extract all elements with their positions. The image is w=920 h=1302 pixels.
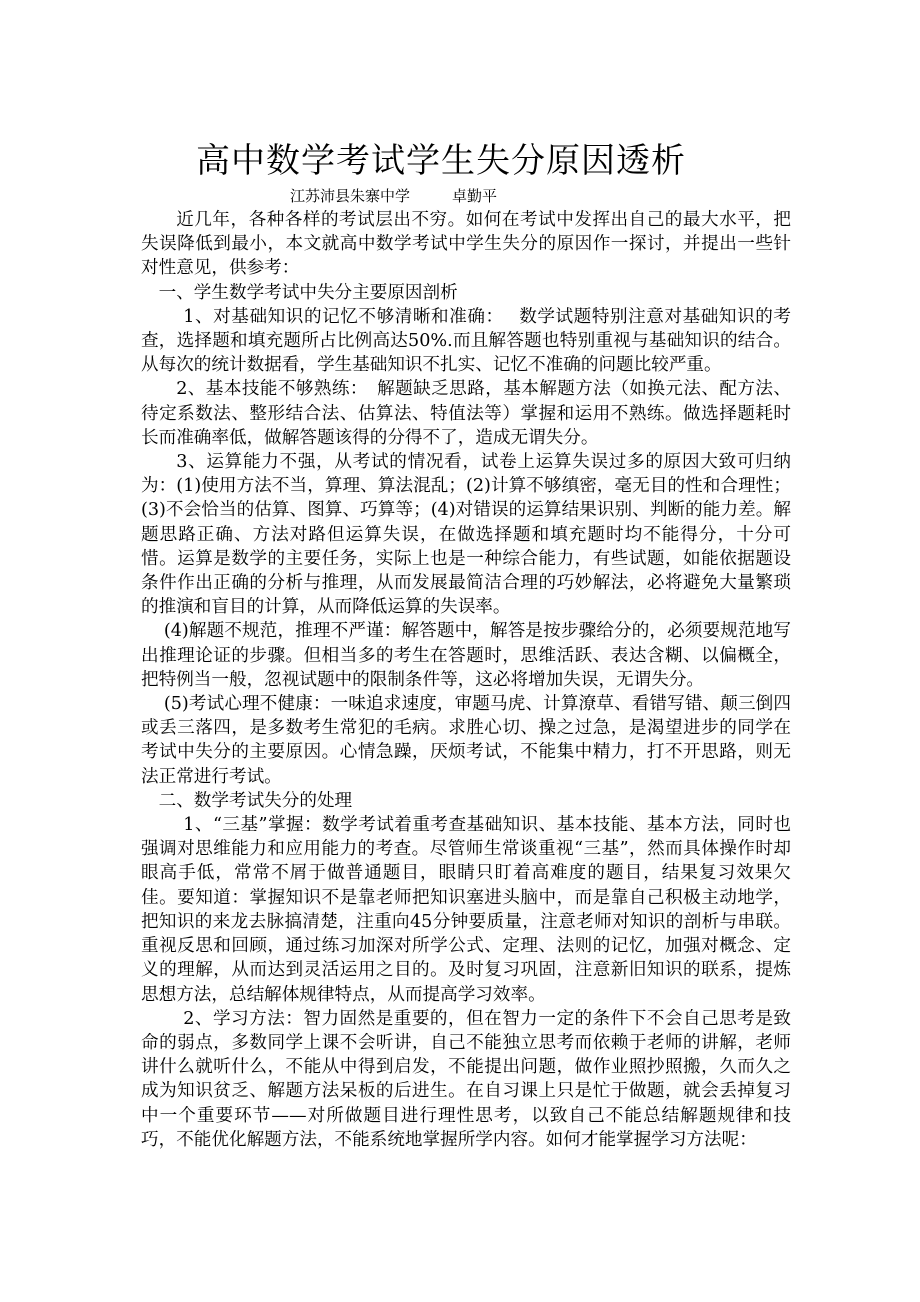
intro-paragraph: 近几年，各种各样的考试层出不穷。如何在考试中发挥出自己的最大水平，把失误降低到最小，本文就高中数学考试中学生失分的原因作一探讨，并提出一些针对性意见，供参考： [141,210,791,279]
paragraph-rigor: (4)解题不规范，推理不严谨：解答题中，解答是按步骤给分的，必须要规范地写出推理论证的步骤。但相当多的考生在答题时，思维活跃、表达含糊、以偏概全，把特例当一般，忽视试题中的限制条件等，这必将增加失误，无谓失分。 [141,621,791,690]
paragraph-calculation: 3、运算能力不强，从考试的情况看，试卷上运算失误过多的原因大致可归纳为：(1)使用方法不当，算理、算法混乱；(2)计算不够缜密，毫无目的性和合理性；(3)不会恰当的估算、图算、巧算等；(4)对错误的运算结果识别、判断的能力差。解题思路正确、方法对路但运算失误，在做选择题和填充题时均不能得分，十分可惜。运算是数学的主要任务，实际上也是一种综合能力，有些试题，如能依据题设条件作出正确的分析与推理，从而发展最简洁合理的巧妙解法，必将避免大量繁琐的推演和盲目的计算，从而降低运算的失误率。 [141,452,791,618]
paragraph-study-method: 2、学习方法：智力固然是重要的，但在智力一定的条件下不会自己思考是致命的弱点，多数同学上课不会听讲，自己不能独立思考而依赖于老师的讲解，老师讲什么就听什么，不能从中得到启发，不能提出问题，做作业照抄照搬，久而久之成为知识贫乏、解题方法呆板的后进生。在自习课上只是忙于做题，就会丢掉复习中一个重要环节——对所做题目进行理性思考，以致自己不能总结解题规律和技巧，不能优化解题方法，不能系统地掌握所学内容。如何才能掌握学习方法呢： [141,1008,791,1150]
paragraph-three-basics: 1、“三基”掌握：数学考试着重考查基础知识、基本技能、基本方法，同时也强调对思维能力和应用能力的考查。尽管师生常谈重视“三基”，然而具体操作时却眼高手低，常常不屑于做普通题目，眼睛只盯着高难度的题目，结果复习效果欠佳。要知道：掌握知识不是靠老师把知识塞进头脑中，而是靠自己积极主动地学，把知识的来龙去脉搞清楚，注重向45分钟要质量，注意老师对知识的剖析与串联。重视反思和回顾，通过练习加深对所学公式、定理、法则的记忆，加强对概念、定义的理解，从而达到灵活运用之目的。及时复习巩固，注意新旧知识的联系，提炼思想方法，总结解体规律特点，从而提高学习效率。 [141,815,791,1005]
document-body [141,208,791,1152]
author-name: 卓勤平 [452,187,498,205]
paragraph-psychology: (5)考试心理不健康：一味追求速度，审题马虎、计算潦草、看错写错、颠三倒四或丢三落四，是多数考生常犯的毛病。求胜心切、操之过急，是渴望进步的同学在考试中失分的主要原因。心情急躁，厌烦考试，不能集中精力，打不开思路，则无法正常进行考试。 [141,694,791,787]
section-heading-1: 一、学生数学考试中失分主要原因剖析 [158,282,458,303]
byline [290,186,497,206]
section-heading-2: 二、数学考试失分的处理 [158,790,353,811]
school-name: 江苏沛县朱寨中学 [290,187,411,205]
paragraph-basic-skills: 2、基本技能不够熟练： 解题缺乏思路，基本解题方法（如换元法、配方法、待定系数法、整形结合法、估算法、特值法等）掌握和运用不熟练。做选择题耗时长而准确率低，做解答题该得的分得不了，造成无谓失分。 [141,379,791,448]
paragraph-basic-knowledge: 1、对基础知识的记忆不够清晰和准确： 数学试题特别注意对基础知识的考查，选择题和填充题所占比例高达50%.而且解答题也特别重视与基础知识的结合。从每次的统计数据看，学生基础知识不扎实、记忆不准确的问题比较严重。 [141,306,791,376]
document-title: 高中数学考试学生失分原因透析 [196,141,686,181]
